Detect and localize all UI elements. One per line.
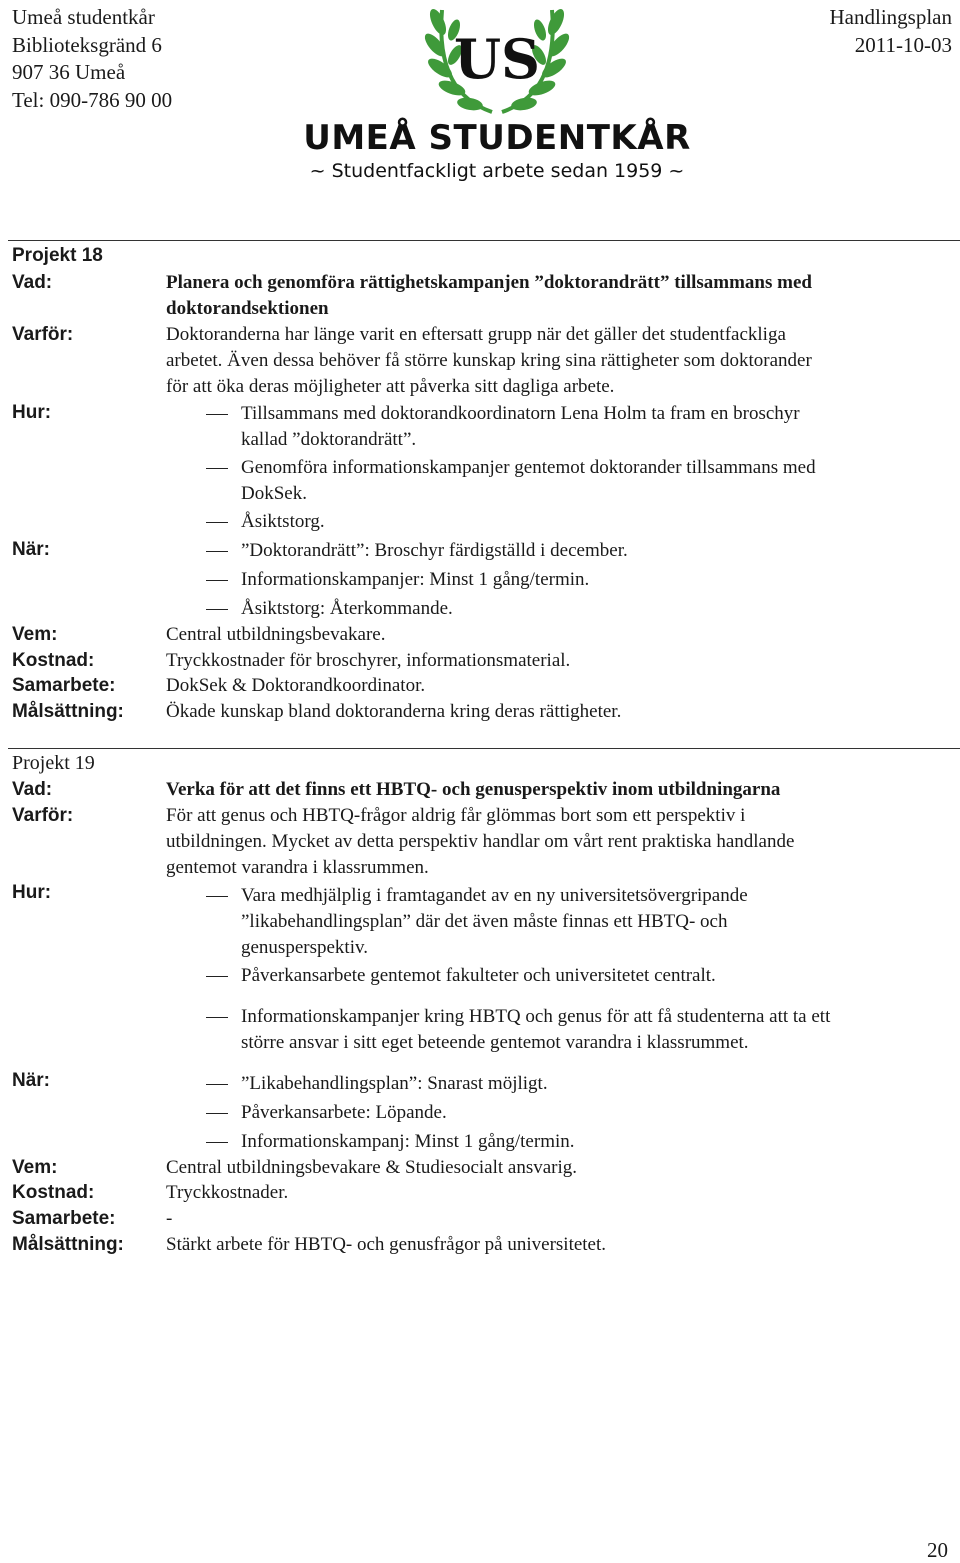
dash-bullet-icon xyxy=(206,1142,228,1143)
divider xyxy=(8,748,960,749)
label-kostnad: Kostnad: xyxy=(12,650,95,671)
dash-bullet-icon xyxy=(206,551,228,552)
dash-bullet-icon xyxy=(206,896,228,897)
p18-varfor-line: för att öka deras möjligheter att påverka sitt dagliga arbete. xyxy=(166,376,615,397)
sender-address xyxy=(12,4,172,114)
p18-hur-item: kallad ”doktorandrätt”. xyxy=(241,429,417,450)
p18-malsattning: Ökade kunskap bland doktoranderna kring deras rättigheter. xyxy=(166,701,622,722)
postal: 907 36 Umeå xyxy=(12,60,126,84)
street: Biblioteksgränd 6 xyxy=(12,32,162,57)
logo xyxy=(292,0,702,195)
dash-bullet-icon xyxy=(206,1113,228,1114)
p19-varfor-line: utbildningen. Mycket av detta perspektiv handlar om vårt rent praktiska handlande xyxy=(166,831,795,852)
p18-nar-item: ”Doktorandrätt”: Broschyr färdigställd i december. xyxy=(241,540,628,561)
p19-hur-item: Påverkansarbete gentemot fakulteter och universitetet centralt. xyxy=(241,965,716,986)
project-19-title: Projekt 19 xyxy=(12,752,95,774)
dash-bullet-icon xyxy=(206,522,228,523)
p19-hur-item: ”likabehandlingsplan” där det även måste finnas ett HBTQ- och xyxy=(241,911,728,932)
p19-nar-item: Påverkansarbete: Löpande. xyxy=(241,1102,447,1123)
divider xyxy=(8,240,960,241)
label-samarbete: Samarbete: xyxy=(12,675,116,696)
p19-varfor-line: För att genus och HBTQ-frågor aldrig får glömmas bort som ett perspektiv i xyxy=(166,805,746,826)
p18-hur-item: DokSek. xyxy=(241,483,307,504)
p18-hur-item: Genomföra informationskampanjer gentemot doktorander tillsammans med xyxy=(241,457,816,478)
phone: Tel: 090-786 90 00 xyxy=(12,87,173,112)
label-vad: Vad: xyxy=(12,779,53,800)
label-malsattning: Målsättning: xyxy=(12,701,124,722)
p19-kostnad: Tryckkostnader. xyxy=(166,1182,289,1203)
label-kostnad: Kostnad: xyxy=(12,1182,95,1203)
p19-vem: Central utbildningsbevakare & Studiesocialt ansvarig. xyxy=(166,1157,578,1178)
logo-subtitle: ~ Studentfackligt arbete sedan 1959 ~ xyxy=(309,160,685,182)
p19-nar-item: Informationskampanj: Minst 1 gång/termin. xyxy=(241,1131,575,1152)
p19-hur-item: Vara medhjälplig i framtagandet av en ny universitetsövergripande xyxy=(241,885,748,906)
p18-vad-line: doktorandsektionen xyxy=(166,298,329,319)
p18-varfor-line: arbetet. Även dessa behöver få större kunskap kring sina rättigheter som doktorander xyxy=(166,350,812,371)
label-samarbete: Samarbete: xyxy=(12,1208,116,1229)
p19-nar-item: ”Likabehandlingsplan”: Snarast möjligt. xyxy=(241,1073,548,1094)
p18-kostnad: Tryckkostnader för broschyrer, informationsmaterial. xyxy=(166,650,571,671)
logo-monogram: US xyxy=(453,27,541,91)
p18-vad-line: Planera och genomföra rättighetskampanjen ”doktorandrätt” tillsammans med xyxy=(166,272,812,293)
p19-hur-item: större ansvar i sitt eget beteende gentemot varandra i klassrummet. xyxy=(241,1032,749,1053)
p19-hur-item: Informationskampanjer kring HBTQ och genus för att få studenterna att ta ett xyxy=(241,1006,831,1027)
doc-meta xyxy=(830,4,952,59)
p18-hur-item: Tillsammans med doktorandkoordinatorn Lena Holm ta fram en broschyr xyxy=(241,403,800,424)
p19-hur-item: genusperspektiv. xyxy=(241,937,368,958)
project-18-title: Projekt 18 xyxy=(12,245,103,266)
dash-bullet-icon xyxy=(206,1084,228,1085)
doc-date: 2011-10-03 xyxy=(854,32,952,57)
label-nar: När: xyxy=(12,539,51,560)
page-number: 20 xyxy=(927,1538,948,1562)
org-name: Umeå studentkår xyxy=(12,5,155,29)
p19-samarbete: - xyxy=(166,1208,173,1229)
dash-bullet-icon xyxy=(206,609,228,610)
label-vem: Vem: xyxy=(12,1157,58,1178)
p18-varfor-line: Doktoranderna har länge varit en eftersatt grupp när det gäller det studentfackliga xyxy=(166,324,786,345)
label-nar: När: xyxy=(12,1070,51,1091)
label-vad: Vad: xyxy=(12,272,53,293)
dash-bullet-icon xyxy=(206,580,228,581)
p19-malsattning: Stärkt arbete för HBTQ- och genusfrågor på universitetet. xyxy=(166,1234,607,1255)
p18-nar-item: Informationskampanjer: Minst 1 gång/termin. xyxy=(241,569,590,590)
label-varfor: Varför: xyxy=(12,805,74,826)
dash-bullet-icon xyxy=(206,414,228,415)
p18-nar-item: Åsiktstorg: Återkommande. xyxy=(241,598,453,619)
logo-title: UMEÅ STUDENTKÅR xyxy=(303,118,691,158)
label-hur: Hur: xyxy=(12,402,52,423)
dash-bullet-icon xyxy=(206,976,228,977)
laurel-emblem-icon xyxy=(292,0,702,118)
label-varfor: Varför: xyxy=(12,324,74,345)
doc-type: Handlingsplan xyxy=(829,5,952,29)
label-malsattning: Målsättning: xyxy=(12,1234,124,1255)
p19-vad: Verka för att det finns ett HBTQ- och genusperspektiv inom utbildningarna xyxy=(166,779,781,800)
p18-samarbete: DokSek & Doktorandkoordinator. xyxy=(166,675,426,696)
label-vem: Vem: xyxy=(12,624,58,645)
p19-varfor-line: gentemot varandra i klassrummen. xyxy=(166,857,429,878)
label-hur: Hur: xyxy=(12,882,52,903)
dash-bullet-icon xyxy=(206,1017,228,1018)
p18-hur-item: Åsiktstorg. xyxy=(241,511,325,532)
dash-bullet-icon xyxy=(206,468,228,469)
p18-vem: Central utbildningsbevakare. xyxy=(166,624,386,645)
